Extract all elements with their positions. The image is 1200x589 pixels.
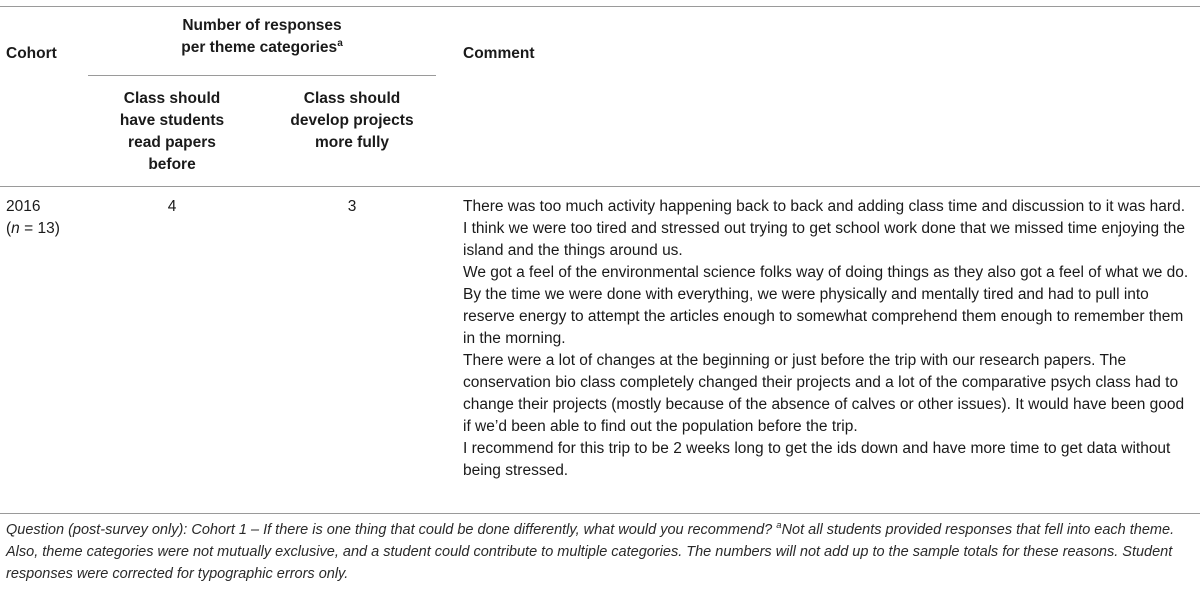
header-develop-projects bbox=[260, 88, 444, 154]
cohort-sample-size: (n = 13) bbox=[6, 220, 60, 237]
header-sub1-line: read papers bbox=[128, 134, 216, 151]
comment-paragraph: There were a lot of changes at the beginning or just before the trip with our research papers. The conservation bio class completely changed their projects and a lot of the comparative psych class had to change their projects (mostly because of the absence of calves or other issues). It would have been good if we’d been able to find out the population before the trip. bbox=[463, 352, 1185, 435]
footnote-marker: a bbox=[776, 520, 782, 532]
header-number-line2: per theme categories$^a$ bbox=[181, 37, 343, 56]
header-sub1-line: Class should bbox=[123, 90, 221, 107]
comment-paragraph: We got a feel of the environmental science folks way of doing things as they also got a feel of what we do. bbox=[463, 264, 1189, 281]
footnote-marker: a bbox=[337, 37, 343, 49]
header-number-line1: Number of responses bbox=[182, 17, 342, 34]
comment-paragraph: I recommend for this trip to be 2 weeks long to get the ids down and have more time to get data without being stressed. bbox=[463, 440, 1171, 479]
row-value-develop-projects: 3 bbox=[347, 198, 357, 215]
header-sub2-line: develop projects bbox=[290, 112, 414, 129]
table-top-rule bbox=[0, 6, 1200, 7]
header-sub1-line: before bbox=[148, 156, 196, 173]
comment-paragraph: There was too much activity happening back to back and adding class time and discussion to it was hard. I think we were too tired and stressed out trying to get school work done that we missed time enjoying the island and the things around us. bbox=[463, 198, 1186, 259]
table-footnote: Question (post-survey only): Cohort 1 – If there is one thing that could be done differently, what would you recommend? $^a$Not all students provided responses that fell into each theme. Also, theme categories were not mutually exclusive, and a student could contribute to multiple categories. The numbers will not add up to the sample totals for these reasons. Student responses were corrected for typographic errors only. bbox=[6, 520, 1175, 582]
row-value-read-papers: 4 bbox=[167, 198, 177, 215]
header-sub1-line: have students bbox=[119, 112, 225, 129]
header-sub2-line: more fully bbox=[314, 134, 390, 151]
header-sub2-line: Class should bbox=[303, 90, 401, 107]
header-bottom-rule bbox=[0, 186, 1200, 187]
header-cohort: Cohort bbox=[6, 45, 57, 62]
comment-paragraph: By the time we were done with everything, we were physically and mentally tired and had to pull into reserve energy to attempt the articles enough to somewhat comprehend them enough to remember them in the morning. bbox=[463, 286, 1184, 347]
header-group-rule bbox=[88, 75, 436, 76]
table-bottom-rule bbox=[0, 513, 1200, 514]
row-comments bbox=[463, 196, 1193, 482]
row-cohort bbox=[6, 196, 60, 240]
cohort-year: 2016 bbox=[6, 198, 41, 215]
header-read-papers-before bbox=[100, 88, 244, 176]
header-number-of-responses bbox=[88, 15, 436, 59]
header-comment: Comment bbox=[463, 45, 535, 62]
